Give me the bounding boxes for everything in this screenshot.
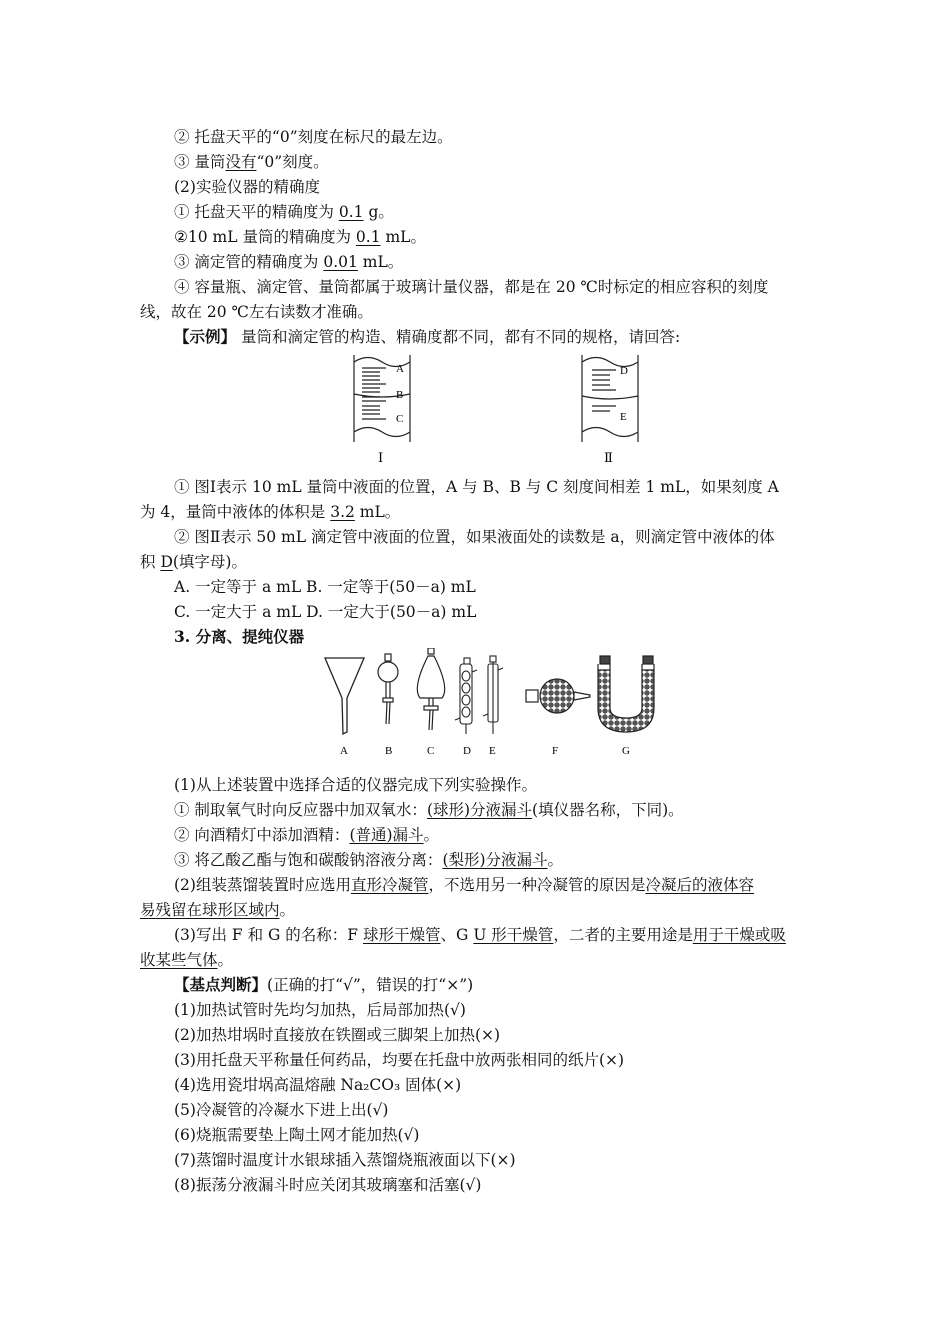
answer-blank: U 形干燥管 xyxy=(473,926,554,944)
line-options-cd: C. 一定大于 a mL D. 一定大于(50－a) mL xyxy=(174,603,477,621)
globular-separatory-funnel-b xyxy=(378,654,398,724)
ball-drying-tube-f xyxy=(526,679,590,713)
line-part1-q2: ② 向酒精灯中添加酒精：(普通)漏斗。 xyxy=(174,826,440,844)
answer-blank: (普通)漏斗 xyxy=(349,826,424,844)
label-g: G xyxy=(622,745,630,757)
answer-blank: 球形干燥管 xyxy=(362,926,441,944)
figure-caption-ii: Ⅱ xyxy=(604,450,613,465)
mark-a: A xyxy=(396,363,404,375)
straight-condenser-e xyxy=(483,656,503,734)
judgement-item: (1)加热试管时先均匀加热，后局部加热(√) xyxy=(174,1001,466,1019)
line-cylinder-precision: ②10 mL 量筒的精确度为 0.1 mL。 xyxy=(174,228,426,246)
line-balance-zero: ② 托盘天平的“0”刻度在标尺的最左边。 xyxy=(174,128,453,146)
line-part2: (2)组装蒸馏装置时应选用直形冷凝管，不选用另一种冷凝管的原因是冷凝后的液体容 xyxy=(174,876,755,894)
label-d: D xyxy=(463,745,471,757)
cylinder-burette-figure xyxy=(340,350,640,465)
judgement-item: (7)蒸馏时温度计水银球插入蒸馏烧瓶液面以下(×) xyxy=(174,1151,516,1169)
answer-blank: 易残留在球形区域内 xyxy=(140,901,280,919)
line-glassware-note: ④ 容量瓶、滴定管、量筒都属于玻璃计量仪器，都是在 20 ℃时标定的相应容积的刻度 xyxy=(174,278,769,296)
answer-blank: 0.01 xyxy=(323,253,358,271)
label-c: C xyxy=(427,745,435,757)
line-part1-q1: ① 制取氧气时向反应器中加双氧水：(球形)分液漏斗(填仪器名称，下同)。 xyxy=(174,801,684,819)
cylinder-burette-diagram xyxy=(340,350,640,465)
mark-e: E xyxy=(620,411,627,423)
line-question-2: ② 图Ⅱ表示 50 mL 滴定管中液面的位置，如果液面处的读数是 a，则滴定管中液体的体 xyxy=(174,528,775,546)
answer-blank: 直形冷凝管 xyxy=(350,876,429,894)
line-part3: (3)写出 F 和 G 的名称：F 球形干燥管、G U 形干燥管，二者的主要用途是用于干燥或吸 xyxy=(174,926,786,944)
line-part1-intro: (1)从上述装置中选择合适的仪器完成下列实验操作。 xyxy=(174,776,537,794)
line-question-1-cont: 为 4，量筒中液体的体积是 3.2 mL。 xyxy=(140,503,401,521)
judgement-item: (2)加热坩埚时直接放在铁圈或三脚架上加热(×) xyxy=(174,1026,501,1044)
label-f: F xyxy=(552,745,559,757)
mark-d: D xyxy=(620,365,628,377)
pear-separatory-funnel-c xyxy=(417,648,444,730)
answer-blank: 没有 xyxy=(225,153,257,171)
answer-blank: 用于干燥或吸 xyxy=(692,926,786,944)
answer-blank: 0.1 xyxy=(338,203,364,221)
line-part2-cont: 易残留在球形区域内。 xyxy=(140,901,296,919)
label-e: E xyxy=(489,745,496,757)
mark-c: C xyxy=(396,413,404,425)
line-cylinder-zero: ③ 量筒没有“0”刻度。 xyxy=(174,153,329,171)
label-a: A xyxy=(340,745,348,757)
judgement-heading: 【基点判断】(正确的打“√”，错误的打“×”) xyxy=(174,975,474,994)
answer-blank: 0.1 xyxy=(355,228,381,246)
judgement-item: (5)冷凝管的冷凝水下进上出(√) xyxy=(174,1101,389,1119)
figure-caption-i: Ⅰ xyxy=(378,450,384,465)
judgement-item: (8)振荡分液漏斗时应关闭其玻璃塞和活塞(√) xyxy=(174,1176,482,1194)
spherical-condenser-d xyxy=(455,658,477,734)
line-glassware-note-cont: 线，故在 20 ℃左右读数才准确。 xyxy=(140,303,373,321)
burette-ii xyxy=(582,355,638,442)
judgement-item: (6)烧瓶需要垫上陶土网才能加热(√) xyxy=(174,1126,420,1144)
line-options-ab: A. 一定等于 a mL B. 一定等于(50－a) mL xyxy=(174,578,476,596)
label-b: B xyxy=(385,745,393,757)
line-part1-q3: ③ 将乙酸乙酯与饱和碳酸钠溶液分离：(梨形)分液漏斗。 xyxy=(174,851,564,869)
line-question-1: ① 图Ⅰ表示 10 mL 量筒中液面的位置，A 与 B、B 与 C 刻度间相差 1 mL，如果刻度 A xyxy=(174,478,779,496)
mark-b: B xyxy=(396,389,404,401)
separation-apparatus-diagram xyxy=(320,648,670,760)
answer-blank: 收某些气体 xyxy=(140,951,218,969)
line-question-2-cont: 积 D(填字母)。 xyxy=(140,553,247,571)
funnel-a xyxy=(325,658,364,734)
separation-apparatus-figure xyxy=(320,648,670,760)
answer-blank: (梨形)分液漏斗 xyxy=(442,851,548,869)
answer-blank: (球形)分液漏斗 xyxy=(426,801,533,819)
line-precision-heading: (2)实验仪器的精确度 xyxy=(174,178,320,196)
answer-blank: 冷凝后的液体容 xyxy=(645,876,755,894)
answer-blank: 3.2 xyxy=(330,503,355,521)
u-drying-tube-g xyxy=(598,656,654,732)
section-heading-separation: 3. 分离、提纯仪器 xyxy=(174,627,305,646)
line-balance-precision: ① 托盘天平的精确度为 0.1 g。 xyxy=(174,203,394,221)
line-example-intro: 【示例】 量筒和滴定管的构造、精确度都不同，都有不同的规格，请回答: xyxy=(174,327,681,346)
line-part3-cont: 收某些气体。 xyxy=(140,951,234,969)
line-burette-precision: ③ 滴定管的精确度为 0.01 mL。 xyxy=(174,253,404,271)
judgement-item: (3)用托盘天平称量任何药品，均要在托盘中放两张相同的纸片(×) xyxy=(174,1051,625,1069)
answer-blank: D xyxy=(160,553,173,571)
judgement-item: (4)选用瓷坩埚高温熔融 Na₂CO₃ 固体(×) xyxy=(174,1076,462,1094)
